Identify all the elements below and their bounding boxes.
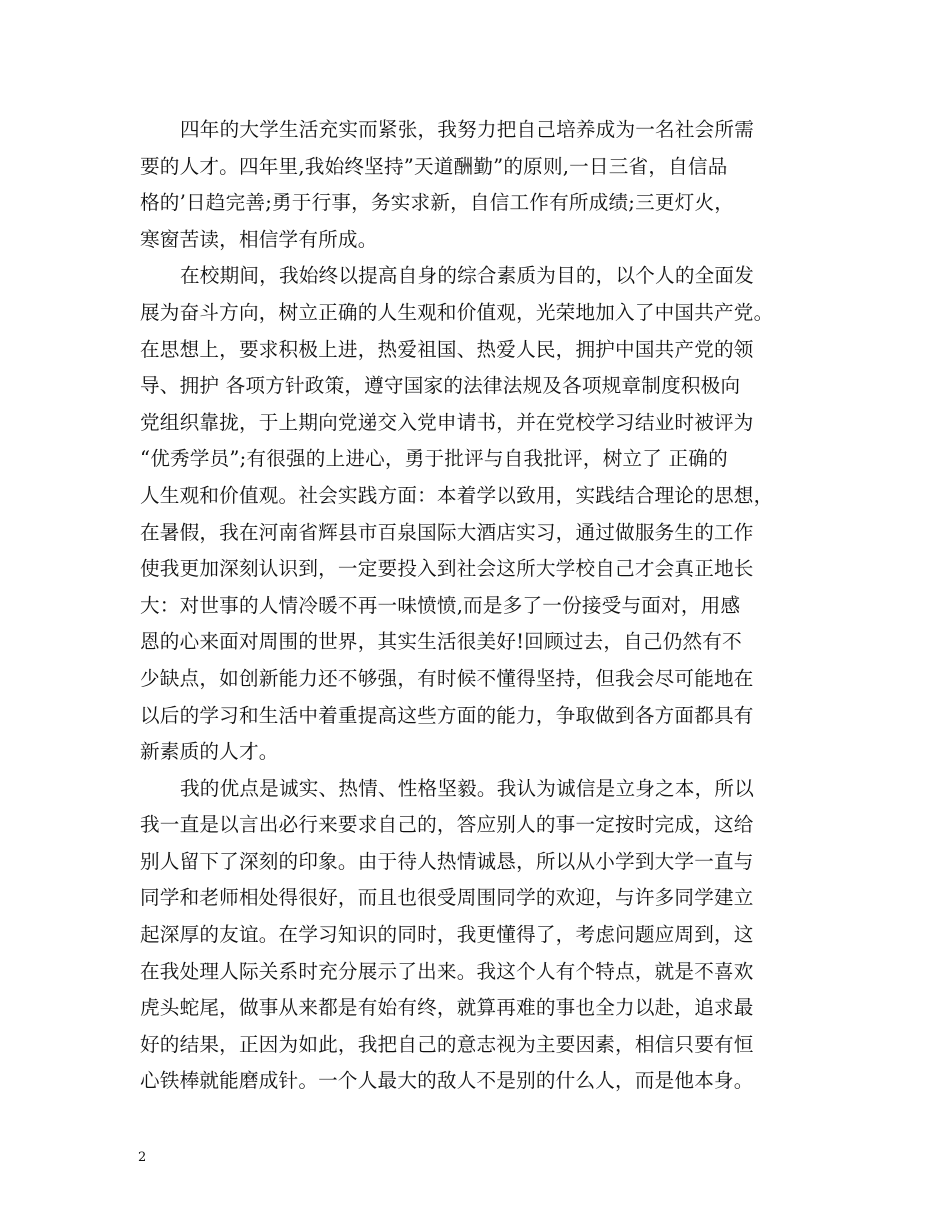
text-line: 格的’日趋完善;勇于行事，务实求新，自信工作有所成绩;三更灯火， (140, 191, 735, 215)
text-line: 起深厚的友谊。在学习知识的同时，我更懂得了，考虑问题应周到，这 (140, 923, 754, 947)
text-line: 要的人才。四年里,我始终坚持”天道酬勤”的原则,一日三省，自信品 (140, 154, 728, 178)
text-line: 以后的学习和生活中着重提高这些方面的能力，争取做到各方面都具有 (140, 703, 754, 727)
text-line: 党组织靠拢，于上期向党递交入党申请书，并在党校学习结业时被评为 (140, 410, 754, 434)
text-line: 在校期间，我始终以提高自身的综合素质为目的，以个人的全面发 (180, 264, 755, 288)
text-line: 寒窗苦读，相信学有所成。 (140, 227, 378, 251)
text-line: 心铁棒就能磨成针。一个人最大的敌人不是别的什么人，而是他本身。 (140, 1069, 754, 1093)
text-line: 好的结果，正因为如此，我把自己的意志视为主要因素，相信只要有恒 (140, 1032, 754, 1056)
text-line: 新素质的人才。 (140, 740, 279, 764)
text-line: 我一直是以言出必行来要求自己的，答应别人的事一定按时完成，这给 (140, 813, 754, 837)
text-line: 在思想上，要求积极上进，热爱祖国、热爱人民，拥护中国共产党的领 (140, 337, 754, 361)
text-line: 四年的大学生活充实而紧张，我努力把自己培养成为一名社会所需 (180, 118, 755, 141)
text-line: 我的优点是诚实、热情、性格坚毅。我认为诚信是立身之本，所以 (180, 776, 755, 800)
text-line: “优秀学员”;有很强的上进心，勇于批评与自我批评，树立了 正确的 (140, 447, 728, 471)
page-number: 2 (138, 1150, 147, 1165)
text-line: 大：对世事的人情冷暖不再一味愤愤,而是多了一份接受与面对，用感 (140, 593, 741, 617)
text-line: 恩的心来面对周围的世界，其实生活很美好!回顾过去，自己仍然有不 (140, 630, 742, 654)
text-line: 展为奋斗方向，树立正确的人生观和价值观，光荣地加入了中国共产党。 (140, 300, 774, 324)
text-line: 虎头蛇尾，做事从来都是有始有终，就算再难的事也全力以赴，追求最 (140, 996, 754, 1020)
text-line: 在我处理人际关系时充分展示了出来。我这个人有个特点，就是不喜欢 (140, 959, 754, 983)
text-line: 人生观和价值观。社会实践方面：本着学以致用，实践结合理论的思想， (140, 483, 774, 507)
text-line: 少缺点，如创新能力还不够强，有时候不懂得坚持，但我会尽可能地在 (140, 666, 754, 690)
text-line: 别人留下了深刻的印象。由于待人热情诚恳，所以从小学到大学一直与 (140, 849, 754, 873)
text-line: 导、拥护 各项方针政策，遵守国家的法律法规及各项规章制度积极向 (140, 374, 741, 398)
text-line: 使我更加深刻认识到，一定要投入到社会这所大学校自己才会真正地长 (140, 557, 754, 581)
text-line: 在暑假，我在河南省辉县市百泉国际大酒店实习，通过做服务生的工作 (140, 520, 754, 544)
text-line: 同学和老师相处得很好，而且也很受周围同学的欢迎，与许多同学建立 (140, 886, 754, 910)
document-body (140, 112, 830, 1100)
